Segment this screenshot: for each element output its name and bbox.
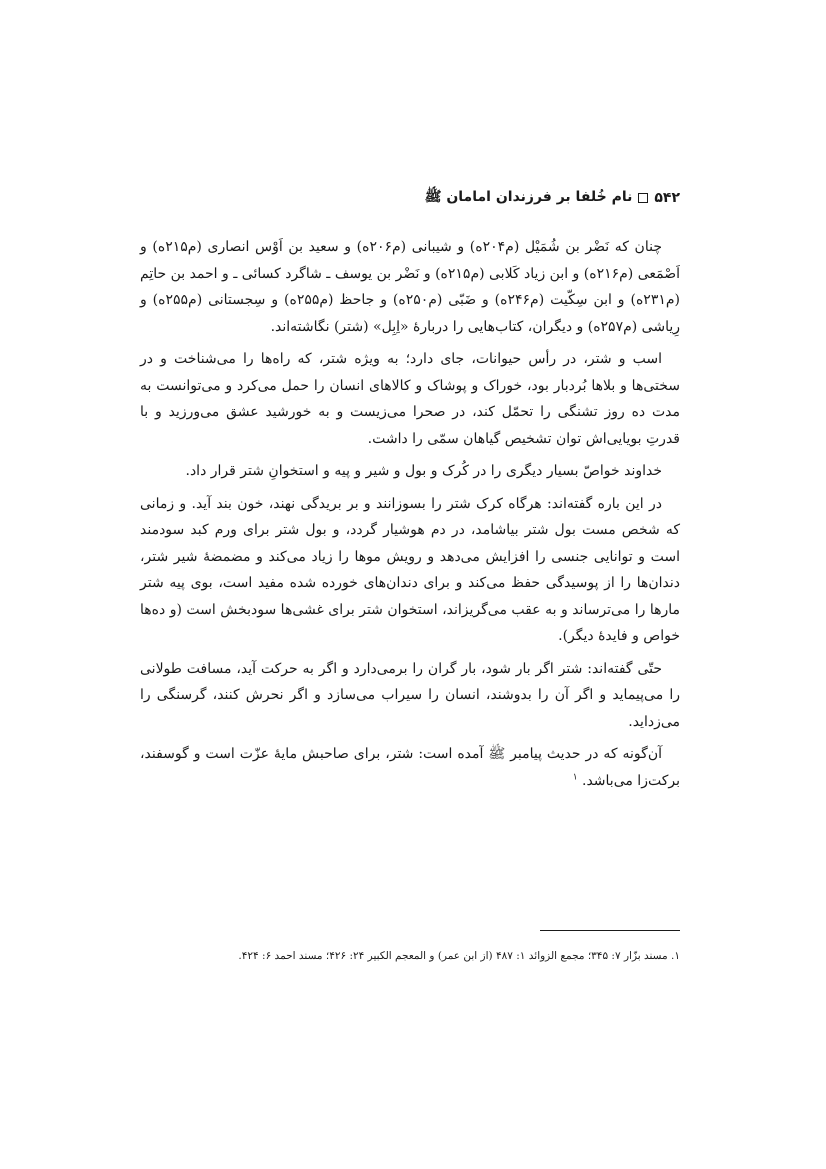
running-header	[0, 188, 826, 208]
page-number: ۵۴۲	[654, 190, 680, 206]
paragraph: اسب و شتر، در رأس حیوانات، جای دارد؛ به ویژه شتر، که راه‌ها را می‌شناخت و در سختی‌ها و بلاها بُردبار بود، خوراک و پوشاک و کالاهای انسان را حمل می‌کرد و می‌توانست به مدت ده روز تشنگی را تحمّل کند، در صحرا می‌زیست و به خورشید عشق می‌ورزید و با قدرتِ بویایی‌اش توان تشخیص گیاهان سمّی را داشت.	[140, 351, 680, 447]
paragraph-text: آن‌گونه که در حدیث پیامبر ﷺ آمده است: شتر، برای صاحبش مایهٔ عزّت است و گوسفند، برکت‌زا می‌باشد.	[140, 746, 680, 789]
chapter-title: نام‌ خُلفا بر فرزندان امامان ﷺ	[424, 189, 633, 205]
square-ornament-icon	[638, 193, 648, 203]
paragraph: خداوند خواصّ بسیار دیگری را در کُرک و بول و شیر و پیه و استخوانِ شتر قرار داد.	[185, 463, 662, 479]
footnote: ۱. مسند بزّار ۷: ۳۴۵؛ مجمع الزوائد ۱: ۴۸۷ (از ابن عمر) و المعجم الکبیر ۲۴: ۴۲۶؛ مسند احمد ۶: ۴۲۴.	[238, 950, 680, 962]
footnote-reference[interactable]: ۱	[572, 771, 578, 782]
body-text	[140, 234, 680, 794]
paragraph-last	[140, 741, 680, 794]
paragraph: در این باره گفته‌اند: هرگاه کرک شتر را بسوزانند و بر بریدگی نهند، خون بند آید. و زمانی که شخص مست بول شتر بیاشامد، در دم هوشیار گردد، و بول شتر برای ورم کبد سودمند است و توانایی جنسی را افزایش می‌دهد و رویش موها را زیاد می‌کند و مضمضهٔ شیر شتر، دندان‌ها را از پوسیدگی حفظ می‌کند و برای دندان‌های خورده شده مفید است، بوی پیه شتر مارها را می‌ترساند و به عقب می‌گریزاند، استخوان شتر برای غشی‌ها سودبخش است (و ده‌ها خواص و فایدهٔ دیگر).	[140, 495, 680, 644]
paragraph: حتّی گفته‌اند: شتر اگر بار شود، بار گران را برمی‌دارد و اگر به حرکت آید، مسافت طولانی را می‌پیماید و اگر آن را بدوشند، انسان را سیراب می‌سازد و اگر نحرش کنند، گرسنگی را می‌زداید.	[140, 660, 680, 730]
footnote-divider	[540, 930, 680, 931]
paragraph: چنان که نَضْر بن شُمَیْل (م۲۰۴ه) و شیبانی (م۲۰۶ه) و سعید بن اَوْس انصاری (م۲۱۵ه) و اَصْمَعی (م۲۱۶ه) و ابن زیاد کَلابی (م۲۱۵ه) و نَضْر بن یوسف ـ شاگرد کسائی ـ و احمد بن حاتِم (م۲۳۱ه) و ابن سِکّیت (م۲۴۶ه) و ضَبّی (م۲۵۰ه) و جاحظ (م۲۵۵ه) و سِجستانی (م۲۵۵ه) و رِیاشی (م۲۵۷ه) و دیگران، کتاب‌هایی را دربارهٔ «اِبِل» (شتر) نگاشته‌اند.	[140, 239, 680, 335]
